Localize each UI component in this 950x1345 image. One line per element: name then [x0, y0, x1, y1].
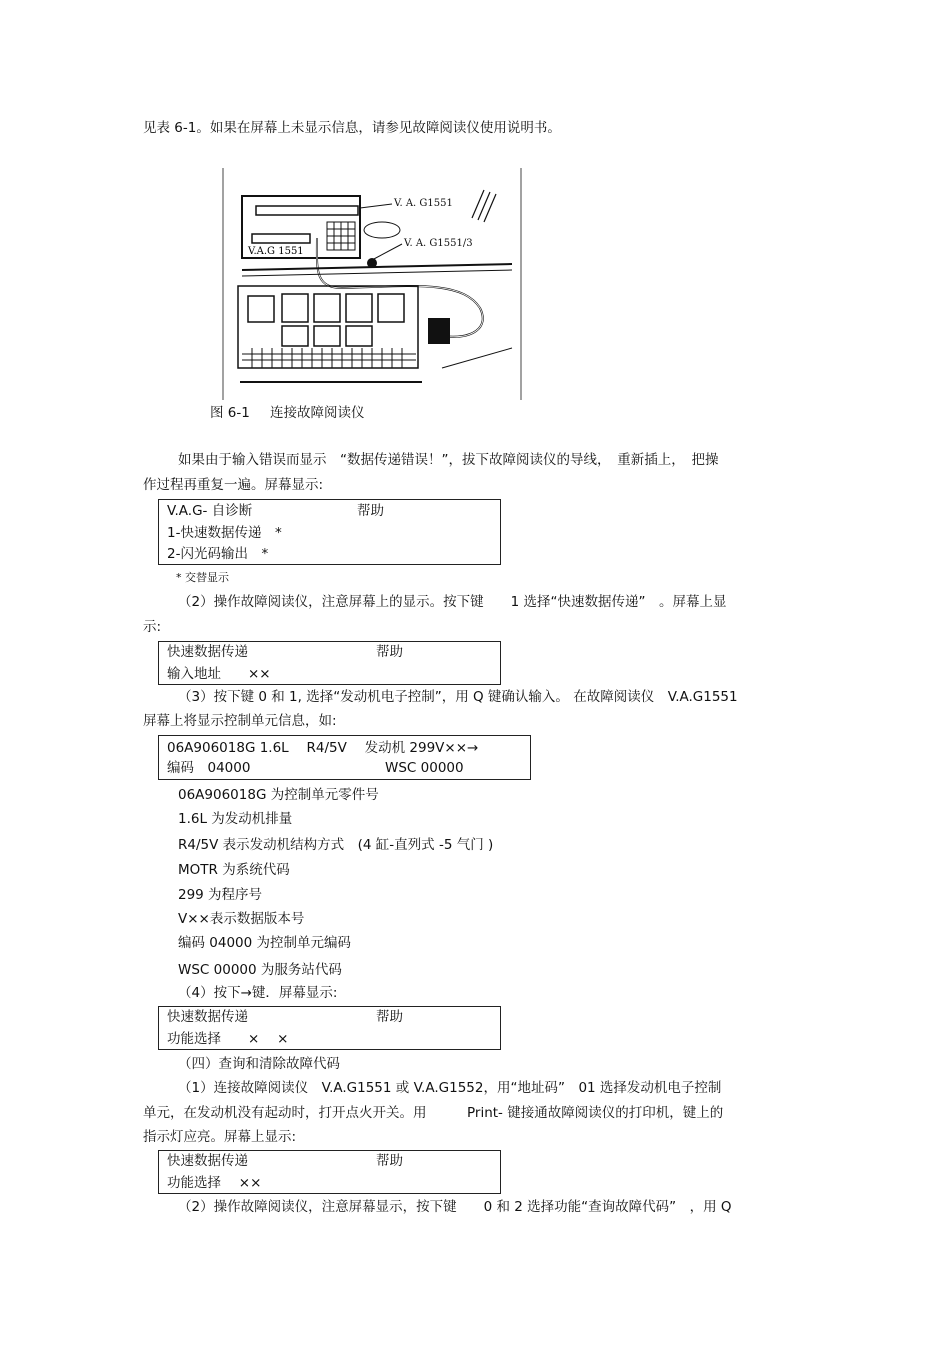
screen4-title: 快速数据传递: [167, 1009, 248, 1025]
s4-step1-line2: 单元，在发动机没有起动时，打开点火开关。用 Print- 键接通故障阅读仪的打印机，键上的: [143, 1105, 724, 1121]
device-tag: V.A.G 1551: [248, 246, 304, 257]
note-alternate: * 交替显示: [176, 571, 229, 584]
definition-item: 299 为程序号: [178, 887, 263, 903]
screen4-help: 帮助: [376, 1009, 403, 1025]
screen-display-4: [158, 1006, 501, 1050]
definition-item: 1.6L 为发动机排量: [178, 811, 293, 827]
para1-line1: 如果由于输入错误而显示 “数据传递错误！”，拔下故障阅读仪的导线， 重新插上， 把操: [178, 452, 719, 468]
definition-item: R4/5V 表示发动机结构方式 (4 缸-直列式 -5 气门 ): [178, 837, 494, 853]
intro-line: 见表 6-1。如果在屏幕上未显示信息，请参见故障阅读仪使用说明书。: [143, 120, 561, 136]
screen2-help: 帮助: [376, 644, 403, 660]
screen-display-5: [158, 1150, 501, 1194]
figure-caption-text: 连接故障阅读仪: [270, 405, 365, 421]
step2-line2: 示:: [143, 619, 162, 635]
screen5-help: 帮助: [376, 1153, 403, 1169]
definition-item: V××表示数据版本号: [178, 911, 305, 927]
screen3-line1: 06A906018G 1.6L R4/5V 发动机 299V××→: [167, 740, 479, 756]
definition-item: MOTR 为系统代码: [178, 862, 290, 878]
screen4-function: 功能选择 × ×: [167, 1031, 289, 1047]
screen1-title: V.A.G- 自诊断: [167, 503, 253, 519]
screen1-option1: 1-快速数据传递 *: [167, 525, 282, 541]
s4-step1-line1: （1）连接故障阅读仪 V.A.G1551 或 V.A.G1552，用“地址码” 01 选择发动机电子控制: [178, 1080, 722, 1096]
connection-illustration: [222, 168, 522, 400]
screen-display-2: [158, 641, 501, 685]
screen-display-1: [158, 499, 501, 565]
definition-item: 06A906018G 为控制单元零件号: [178, 787, 379, 803]
screen3-code: 编码 04000: [167, 760, 251, 776]
section-heading: （四）查询和清除故障代码: [178, 1056, 340, 1072]
s4-step2-line: （2）操作故障阅读仪，注意屏幕显示，按下键 0 和 2 选择功能“查询故障代码” ，用 Q: [178, 1199, 732, 1215]
screen2-title: 快速数据传递: [167, 644, 248, 660]
screen-display-3: [158, 735, 531, 780]
step3-line2: 屏幕上将显示控制单元信息，如:: [143, 713, 337, 729]
label-vag1551-3: V. A. G1551/3: [404, 238, 473, 249]
screen1-help: 帮助: [357, 503, 384, 519]
definition-item: WSC 00000 为服务站代码: [178, 962, 342, 978]
label-vag1551: V. A. G1551: [394, 198, 453, 209]
screen2-address: 输入地址 ××: [167, 666, 271, 682]
screen1-option2: 2-闪光码输出 *: [167, 546, 269, 562]
definition-item: 编码 04000 为控制单元编码: [178, 935, 352, 951]
para1-line2: 作过程再重复一遍。屏幕显示:: [143, 477, 324, 493]
figure-connection-diagram: [222, 168, 522, 400]
step2-line1: （2）操作故障阅读仪，注意屏幕上的显示。按下键 1 选择“快速数据传递” 。屏幕上显: [178, 594, 727, 610]
screen3-wsc: WSC 00000: [385, 760, 464, 776]
s4-step1-line3: 指示灯应亮。屏幕上显示:: [143, 1129, 297, 1145]
step4-line: （4）按下→键．屏幕显示:: [178, 985, 338, 1001]
screen5-title: 快速数据传递: [167, 1153, 248, 1169]
figure-caption-number: 图 6-1: [210, 405, 250, 421]
step3-line1: （3）按下键 0 和 1, 选择“发动机电子控制”，用 Q 键确认输入。 在故障阅读仪 V.A.G1551: [178, 689, 738, 705]
screen5-function: 功能选择 ××: [167, 1175, 262, 1191]
